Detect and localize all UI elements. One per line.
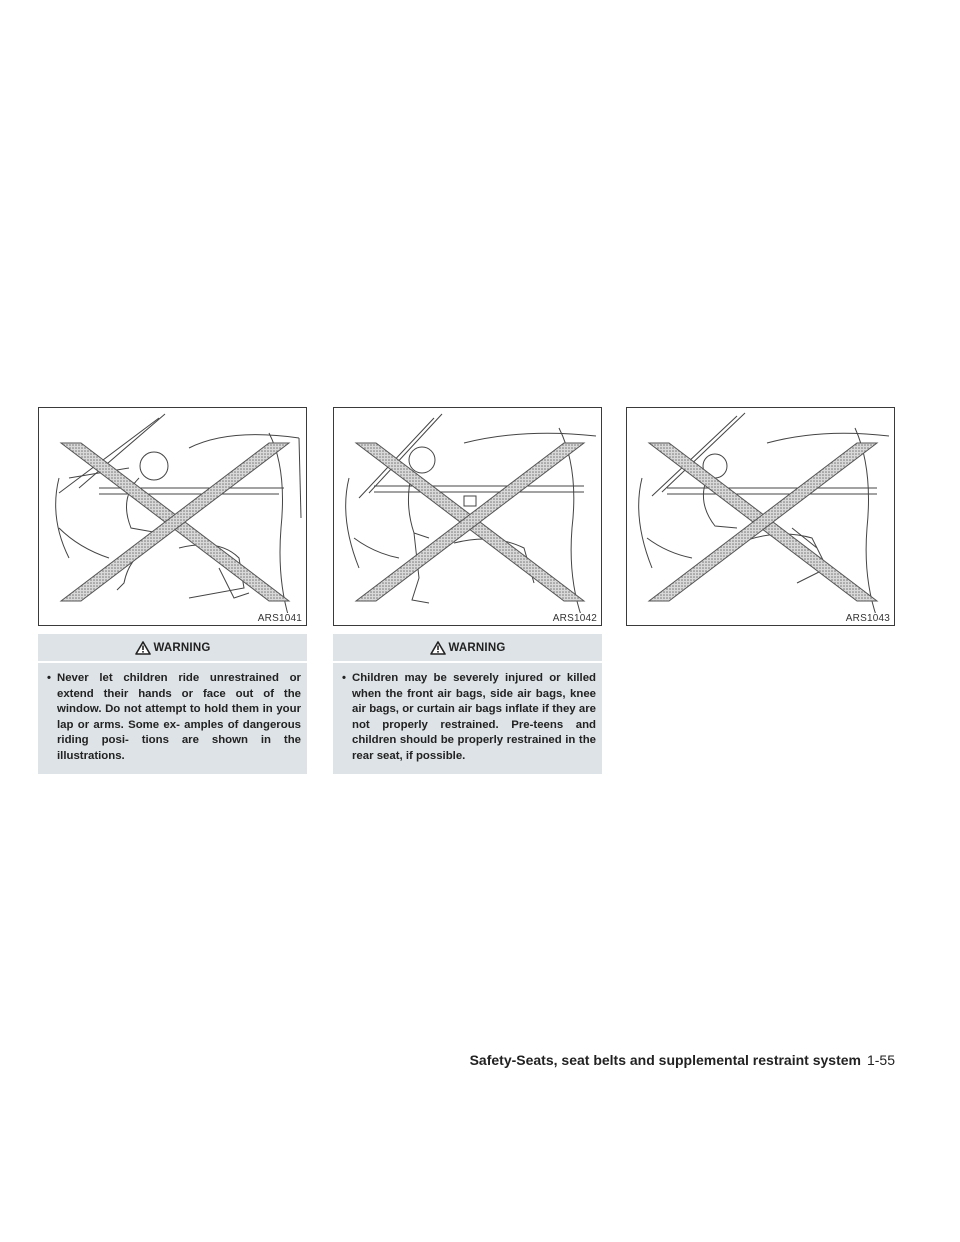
warning-box (38, 634, 307, 774)
warning-box (333, 634, 602, 774)
page-number: 1-55 (866, 1052, 895, 1068)
page-footer (470, 1052, 895, 1068)
illustration-child-standing-airbag (333, 407, 602, 626)
warning-triangle-icon (430, 641, 446, 655)
illustration-drawing (627, 408, 895, 626)
warning-heading-text: WARNING (153, 641, 211, 654)
warning-text: Never let children ride unrestrained or extend their hands or face out of the window. Do not attempt to hold them in your lap or arms. Some ex- amples of dangerous riding posi- tions are shown in the illustrations. (57, 672, 301, 762)
section-title: Safety-Seats, seat belts and supplemental restraint system (469, 1052, 861, 1068)
bullet: • (47, 672, 51, 684)
figure-code: ARS1042 (552, 613, 597, 624)
warning-item (38, 663, 307, 774)
warning-text: Children may be severely injured or killed when the front air bags, side air bags, knee air bags, or curtain air bags inflate if they are not properly restrained. Pre-teens and children should be properly restrained in the rear seat, if possible. (352, 672, 596, 762)
warning-heading-text: WARNING (448, 641, 506, 654)
bullet: • (342, 672, 346, 684)
illustration-drawing (39, 408, 307, 626)
warning-item (333, 663, 602, 774)
illustration-child-unrestrained-window (38, 407, 307, 626)
warning-heading (38, 634, 307, 663)
illustration-drawing (334, 408, 602, 626)
warning-heading (333, 634, 602, 663)
figure-code: ARS1043 (845, 613, 890, 624)
illustration-child-leaning-dashboard (626, 407, 895, 626)
warning-triangle-icon (135, 641, 151, 655)
figure-code: ARS1041 (257, 613, 302, 624)
